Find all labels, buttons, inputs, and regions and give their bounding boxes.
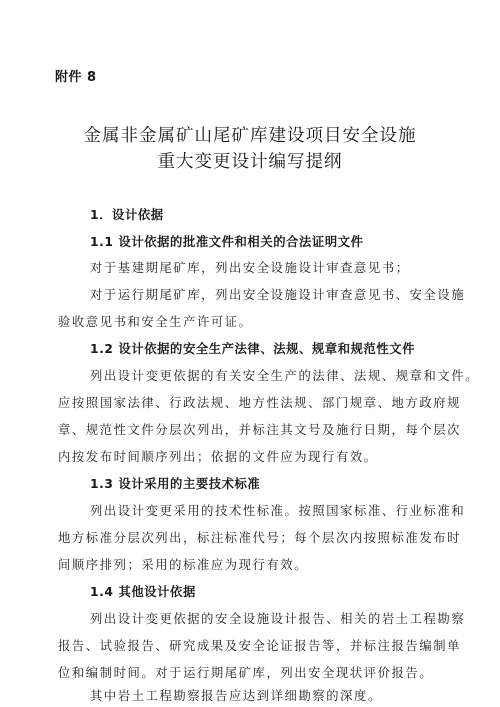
paragraph-line: 列出设计变更采用的技术性标准。按照国家标准、行业标准和 xyxy=(90,504,466,518)
paragraph-line: 列出设计变更依据的安全设施设计报告、相关的岩土工程勘察 xyxy=(90,612,466,626)
paragraph-line: 位和编制时间。对于运行期尾矿库，列出安全现状评价报告。 xyxy=(58,666,434,680)
paragraph-line: 验收意见书和安全生产许可证。 xyxy=(58,315,253,329)
paragraph-line: 内按发布时间顺序列出；依据的文件应为现行有效。 xyxy=(58,450,378,464)
document-title-line-1: 金属非金属矿山尾矿库建设项目安全设施 xyxy=(83,126,417,146)
paragraph-line: 间顺序排列；采用的标准应为现行有效。 xyxy=(58,558,309,572)
subsection-heading-1-3: 1.3 设计采用的主要技术标准 xyxy=(90,477,261,491)
paragraph-line: 对于基建期尾矿库，列出安全设施设计审查意见书； xyxy=(90,261,410,275)
paragraph-line: 章、规范性文件分层次列出，并标注其文号及施行日期，每个层次 xyxy=(58,423,462,437)
paragraph-line: 其中岩土工程勘察报告应达到详细勘察的深度。 xyxy=(90,689,382,703)
attachment-label: 附件 8 xyxy=(55,70,97,85)
subsection-heading-1-2: 1.2 设计依据的安全生产法律、法规、规章和规范性文件 xyxy=(90,342,416,356)
paragraph-line: 报告、试验报告、研究成果及安全论证报告等，并标注报告编制单 xyxy=(58,639,462,653)
paragraph-line: 对于运行期尾矿库，列出安全设施设计审查意见书、安全设施 xyxy=(90,288,466,302)
subsection-heading-1-1: 1.1 设计依据的批准文件和相关的合法证明文件 xyxy=(90,235,364,249)
subsection-heading-1-4: 1.4 其他设计依据 xyxy=(90,585,196,599)
paragraph-line: 地方标准分层次列出，标注标准代号；每个层次内按照标准发布时 xyxy=(58,531,462,545)
paragraph-line: 列出设计变更依据的有关安全生产的法律、法规、规章和文件。 xyxy=(90,369,480,383)
section-heading-1: 1．设计依据 xyxy=(90,208,164,222)
document-title-line-2: 重大变更设计编写提纲 xyxy=(157,152,343,172)
paragraph-line: 应按照国家法律、行政法规、地方性法规、部门规章、地方政府规 xyxy=(58,396,462,410)
